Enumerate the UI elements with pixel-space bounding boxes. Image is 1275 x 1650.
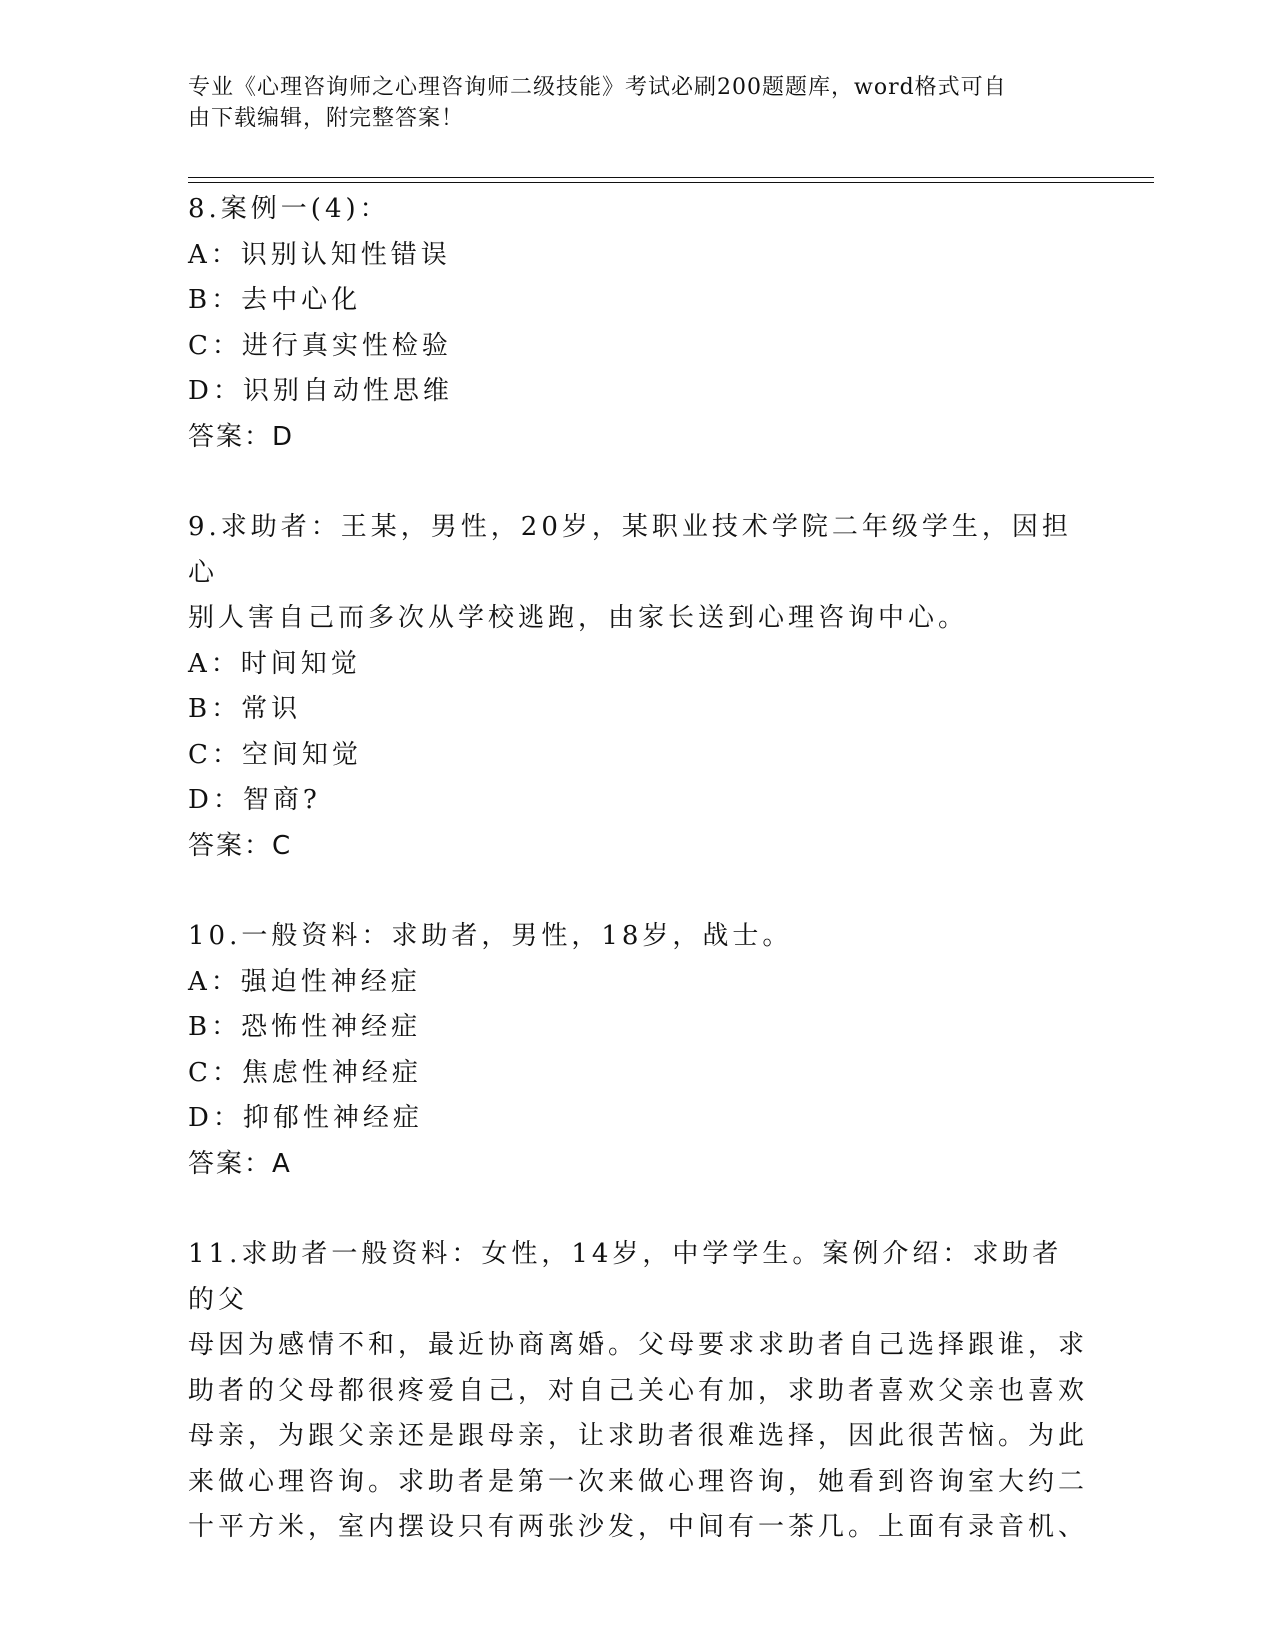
question-stem-line-2: 母因为感情不和，最近协商离婚。父母要求求助者自己选择跟谁，求 [188,1330,1089,1360]
question-stem-line-1: 11.求助者一般资料：女性，14岁，中学学生。案例介绍：求助者的父 [188,1239,1063,1315]
question-stem: 8.案例一(4)： [188,194,390,224]
option-d: D：抑郁性神经症 [188,1103,423,1133]
option-d: D：识别自动性思维 [188,376,453,406]
header-line-2: 由下载编辑，附完整答案！ [188,106,465,131]
option-a: A：识别认知性错误 [188,239,451,270]
question-10 [188,914,1088,1187]
option-c: C：进行真实性检验 [188,330,452,361]
answer-line: 答案：D [188,421,295,452]
header-line-1: 专业《心理咨询师之心理咨询师二级技能》考试必刷200题题库，word格式可自 [188,75,1007,100]
option-b: B：常识 [188,694,302,724]
question-9 [188,505,1088,869]
option-a: A：强迫性神经症 [188,966,421,997]
answer-line: 答案：A [188,1148,292,1179]
question-stem-line-3: 助者的父母都很疼爱自己，对自己关心有加，求助者喜欢父亲也喜欢 [188,1375,1089,1406]
option-b: B：恐怖性神经症 [188,1012,422,1042]
question-stem-line-4: 母亲，为跟父亲还是跟母亲，让求助者很难选择，因此很苦恼。为此 [188,1421,1089,1451]
option-b: B：去中心化 [188,285,362,315]
option-c: C：空间知觉 [188,739,362,770]
answer-line: 答案：C [188,830,293,861]
question-8 [188,187,1088,460]
question-11 [188,1232,1088,1551]
question-stem-line-5: 来做心理咨询。求助者是第一次来做心理咨询，她看到咨询室大约二 [188,1466,1089,1497]
question-stem-line-2: 别人害自己而多次从学校逃跑，由家长送到心理咨询中心。 [188,603,969,633]
option-c: C：焦虑性神经症 [188,1057,422,1088]
option-d: D：智商? [188,785,321,815]
document-header [188,72,1088,134]
question-list [188,187,1088,1596]
question-stem-line-1: 9.求助者：王某，男性，20岁，某职业技术学院二年级学生，因担心 [188,512,1072,588]
option-a: A：时间知觉 [188,648,361,679]
question-stem-line-6: 十平方米，室内摆设只有两张沙发，中间有一茶几。上面有录音机、 [188,1512,1089,1542]
header-rule-top [188,177,1154,178]
question-stem: 10.一般资料：求助者，男性，18岁，战士。 [188,921,793,951]
header-rule-bottom [188,182,1154,183]
